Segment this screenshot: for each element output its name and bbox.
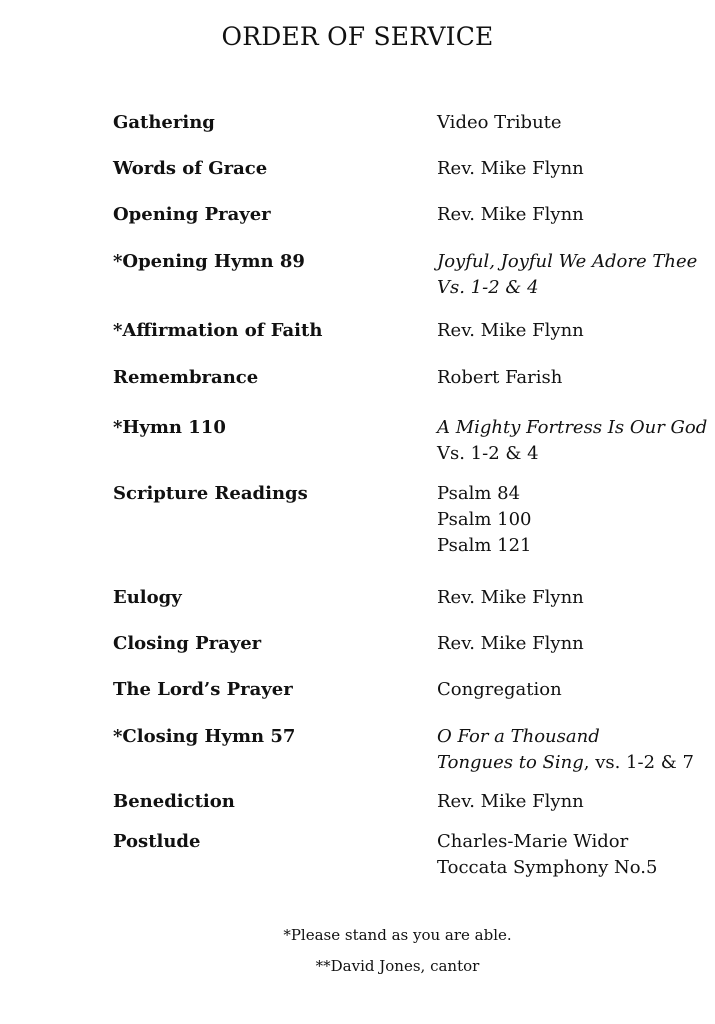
value-line: Robert Farish <box>437 367 563 388</box>
service-item-label: Gathering <box>113 112 215 133</box>
service-item-value <box>437 156 584 182</box>
value-line: Rev. Mike Flynn <box>437 320 584 341</box>
value-line: Congregation <box>437 679 562 700</box>
scripture-line: Psalm 121 <box>437 535 532 556</box>
value-line: Rev. Mike Flynn <box>437 204 584 225</box>
service-item-label: *Hymn 110 <box>113 417 226 438</box>
footnote-stand: *Please stand as you are able. <box>283 926 512 944</box>
scripture-line: Psalm 84 <box>437 483 521 504</box>
service-item-value <box>437 631 584 657</box>
value-line: Rev. Mike Flynn <box>437 633 584 654</box>
hymn-title: O For a Thousand <box>437 726 600 747</box>
scripture-line: Psalm 100 <box>437 509 532 530</box>
service-item-value <box>437 110 562 136</box>
service-item-value <box>437 585 584 611</box>
service-item-label: Eulogy <box>113 587 182 608</box>
service-item-value <box>437 202 584 228</box>
value-line: Rev. Mike Flynn <box>437 158 584 179</box>
service-item-label: *Opening Hymn 89 <box>113 251 305 272</box>
service-item-value <box>437 829 657 881</box>
service-item-label: *Affirmation of Faith <box>113 320 323 341</box>
hymn-verses: Vs. 1-2 & 4 <box>437 443 539 464</box>
service-item-value <box>437 318 584 344</box>
service-item-label: The Lord’s Prayer <box>113 679 293 700</box>
value-line: Rev. Mike Flynn <box>437 791 584 812</box>
service-item-value <box>437 415 707 467</box>
hymn-title: A Mighty Fortress Is Our God <box>437 417 708 438</box>
service-item-label: Opening Prayer <box>113 204 271 225</box>
service-item-value <box>437 365 562 391</box>
footnote-cantor: **David Jones, cantor <box>315 957 480 975</box>
service-item-value <box>437 677 562 703</box>
hymn-title-part: Tongues to Sing <box>437 752 584 773</box>
service-item-label: Benediction <box>113 791 235 812</box>
value-line: Video Tribute <box>437 112 562 133</box>
service-item-label: Remembrance <box>113 367 259 388</box>
service-item-label: Postlude <box>113 831 201 852</box>
piece-line: Toccata Symphony No.5 <box>437 857 658 878</box>
service-item-label: *Closing Hymn 57 <box>113 726 296 747</box>
service-item-value <box>437 249 697 301</box>
hymn-verses: Vs. 1-2 & 4 <box>437 277 539 298</box>
service-item-label: Words of Grace <box>113 158 268 179</box>
hymn-verses: , vs. 1-2 & 7 <box>583 752 694 773</box>
page-title: ORDER OF SERVICE <box>221 22 494 51</box>
service-item-label: Scripture Readings <box>113 483 308 504</box>
service-item-value <box>437 789 584 815</box>
hymn-title: Joyful, Joyful We Adore Thee <box>437 251 698 272</box>
service-item-value <box>437 724 694 776</box>
value-line: Rev. Mike Flynn <box>437 587 584 608</box>
composer-line: Charles-Marie Widor <box>437 831 629 852</box>
hymn-title-continued <box>437 750 694 776</box>
service-item-value <box>437 481 532 559</box>
service-item-label: Closing Prayer <box>113 633 262 654</box>
